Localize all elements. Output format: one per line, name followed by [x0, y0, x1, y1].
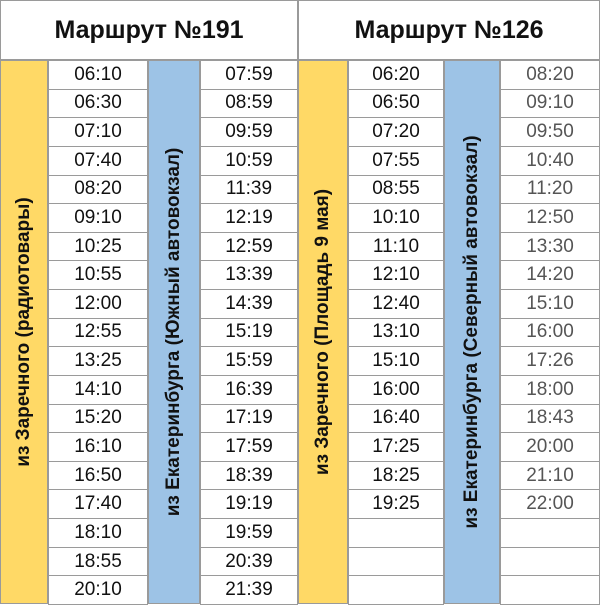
time-cell: 12:50 [500, 203, 600, 233]
time-cell: 08:59 [200, 89, 298, 119]
time-cell: 13:10 [348, 318, 444, 348]
time-cell: 13:25 [48, 346, 148, 376]
time-cell: 18:25 [348, 461, 444, 491]
time-cell [348, 547, 444, 577]
time-cell: 18:00 [500, 375, 600, 405]
time-cell: 20:10 [48, 575, 148, 605]
time-cell: 09:50 [500, 117, 600, 147]
time-cell: 17:19 [200, 404, 298, 434]
time-cell: 17:25 [348, 432, 444, 462]
from-label: из Заречного (радиотовары) [13, 197, 34, 467]
to-label: из Екатеринбурга (Северный автовокзал) [461, 135, 482, 529]
time-cell [348, 518, 444, 548]
route-title: Маршрут №191 [0, 0, 298, 60]
time-cell [500, 575, 600, 605]
time-cell: 11:39 [200, 175, 298, 205]
from-band [298, 60, 348, 604]
time-cell: 15:10 [500, 289, 600, 319]
time-cell: 06:20 [348, 60, 444, 90]
time-cell: 12:19 [200, 203, 298, 233]
time-cell [500, 547, 600, 577]
time-cell: 20:00 [500, 432, 600, 462]
time-cell: 16:10 [48, 432, 148, 462]
time-cell: 07:20 [348, 117, 444, 147]
to-band [148, 60, 200, 604]
time-cell: 16:50 [48, 461, 148, 491]
time-cell: 16:40 [348, 404, 444, 434]
time-cell: 06:10 [48, 60, 148, 90]
time-cell: 12:40 [348, 289, 444, 319]
time-cell: 16:00 [348, 375, 444, 405]
time-cell: 10:10 [348, 203, 444, 233]
time-cell: 08:20 [500, 60, 600, 90]
route-title: Маршрут №126 [298, 0, 600, 60]
time-cell: 17:40 [48, 489, 148, 519]
from-band [0, 60, 48, 604]
time-cell [500, 518, 600, 548]
time-cell: 19:25 [348, 489, 444, 519]
time-cell: 15:59 [200, 346, 298, 376]
time-cell: 06:50 [348, 89, 444, 119]
route-191 [0, 0, 298, 604]
time-cell: 22:00 [500, 489, 600, 519]
time-cell: 10:25 [48, 232, 148, 262]
time-cell: 10:40 [500, 146, 600, 176]
time-cell: 07:59 [200, 60, 298, 90]
time-cell: 19:59 [200, 518, 298, 548]
time-cell: 14:20 [500, 260, 600, 290]
time-cell: 12:10 [348, 260, 444, 290]
time-cell: 07:40 [48, 146, 148, 176]
time-cell: 09:10 [500, 89, 600, 119]
to-band [444, 60, 500, 604]
time-cell: 12:00 [48, 289, 148, 319]
time-cell: 06:30 [48, 89, 148, 119]
time-cell: 14:10 [48, 375, 148, 405]
time-cell: 09:10 [48, 203, 148, 233]
time-cell: 13:30 [500, 232, 600, 262]
time-cell: 14:39 [200, 289, 298, 319]
time-cell: 11:20 [500, 175, 600, 205]
time-cell: 08:20 [48, 175, 148, 205]
time-cell: 17:26 [500, 346, 600, 376]
time-cell [348, 575, 444, 605]
time-cell: 07:10 [48, 117, 148, 147]
time-cell: 15:20 [48, 404, 148, 434]
time-cell: 07:55 [348, 146, 444, 176]
to-label: из Екатеринбурга (Южный автовокзал) [163, 147, 184, 517]
time-cell: 17:59 [200, 432, 298, 462]
route-126 [298, 0, 600, 604]
time-cell: 16:00 [500, 318, 600, 348]
time-cell: 08:55 [348, 175, 444, 205]
time-cell: 15:19 [200, 318, 298, 348]
time-cell: 10:59 [200, 146, 298, 176]
time-cell: 21:39 [200, 575, 298, 605]
time-cell: 19:19 [200, 489, 298, 519]
time-cell: 15:10 [348, 346, 444, 376]
time-cell: 18:10 [48, 518, 148, 548]
time-cell: 18:55 [48, 547, 148, 577]
time-cell: 20:39 [200, 547, 298, 577]
time-cell: 13:39 [200, 260, 298, 290]
from-label: из Заречного (Площадь 9 мая) [312, 188, 333, 476]
time-cell: 09:59 [200, 117, 298, 147]
time-cell: 21:10 [500, 461, 600, 491]
time-cell: 10:55 [48, 260, 148, 290]
time-cell: 11:10 [348, 232, 444, 262]
time-cell: 16:39 [200, 375, 298, 405]
time-cell: 18:39 [200, 461, 298, 491]
time-cell: 12:59 [200, 232, 298, 262]
time-cell: 12:55 [48, 318, 148, 348]
time-cell: 18:43 [500, 404, 600, 434]
